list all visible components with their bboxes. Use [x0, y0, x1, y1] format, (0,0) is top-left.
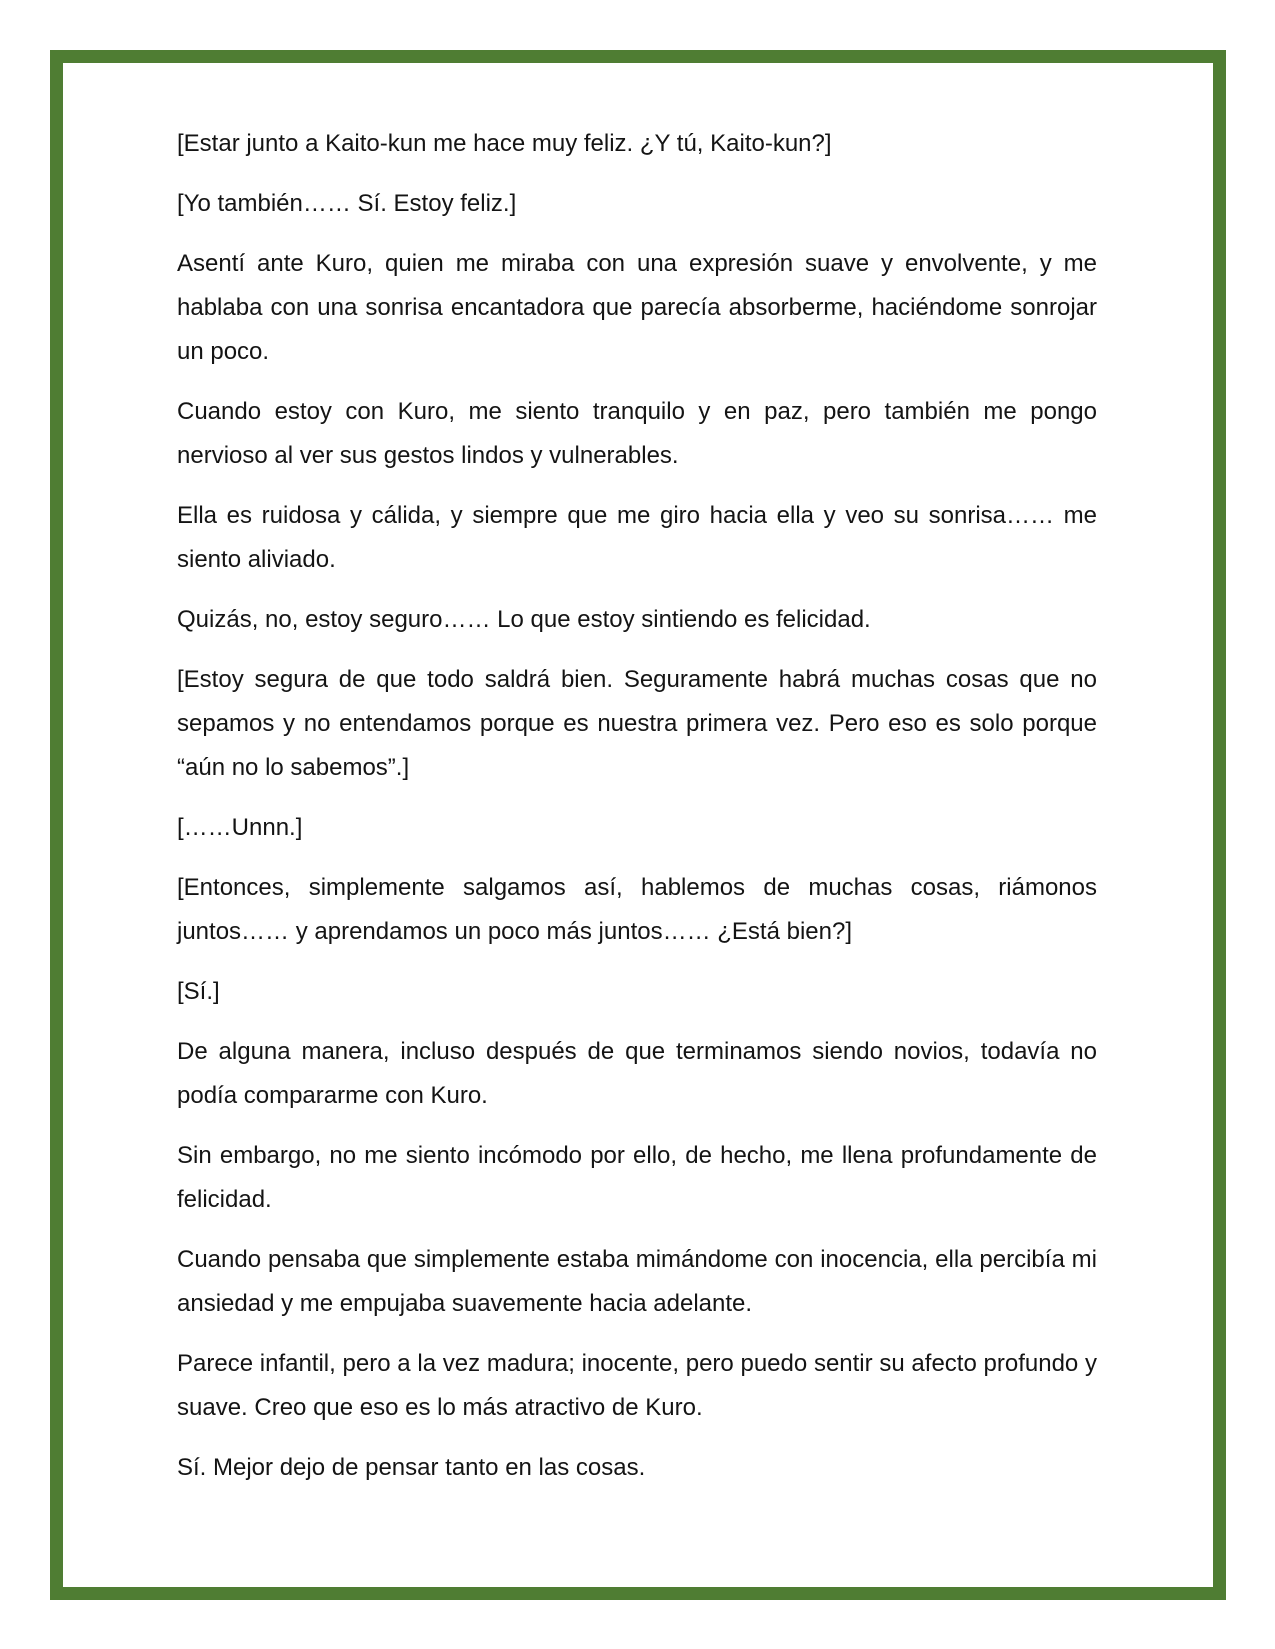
paragraph: Parece infantil, pero a la vez madura; inocente, pero puedo sentir su afecto profundo y suave. Creo que eso es lo más atractivo de Kuro. — [177, 1350, 1097, 1421]
paragraph: Asentí ante Kuro, quien me miraba con una expresión suave y envolvente, y me hablaba con una sonrisa encantadora que parecía absorberme, haciéndome sonrojar un poco. — [177, 250, 1097, 365]
paragraph: Ella es ruidosa y cálida, y siempre que me giro hacia ella y veo su sonrisa…… me siento aliviado. — [177, 502, 1097, 573]
paragraph: Cuando pensaba que simplemente estaba mimándome con inocencia, ella percibía mi ansiedad y me empujaba suavemente hacia adelante. — [177, 1246, 1097, 1317]
paragraph: [Yo también…… Sí. Estoy feliz.] — [177, 190, 517, 217]
paragraph: [Estoy segura de que todo saldrá bien. Seguramente habrá muchas cosas que no sepamos y no entendamos porque es nuestra primera vez. Pero eso es solo porque “aún no lo sabemos”.] — [177, 666, 1097, 781]
paragraph: Cuando estoy con Kuro, me siento tranquilo y en paz, pero también me pongo nervioso al ver sus gestos lindos y vulnerables. — [177, 398, 1097, 469]
paragraph: [Estar junto a Kaito-kun me hace muy feliz. ¿Y tú, Kaito-kun?] — [177, 130, 832, 157]
paragraph: [……Unnn.] — [177, 814, 303, 841]
paragraph: [Sí.] — [177, 978, 220, 1005]
paragraph: Sin embargo, no me siento incómodo por ello, de hecho, me llena profundamente de felicidad. — [177, 1142, 1097, 1213]
paragraph: De alguna manera, incluso después de que terminamos siendo novios, todavía no podía compararme con Kuro. — [177, 1038, 1097, 1109]
paragraph: Sí. Mejor dejo de pensar tanto en las cosas. — [177, 1454, 646, 1481]
paragraph: Quizás, no, estoy seguro…… Lo que estoy sintiendo es felicidad. — [177, 606, 871, 633]
document-body — [177, 122, 1097, 1506]
paragraph: [Entonces, simplemente salgamos así, hablemos de muchas cosas, riámonos juntos…… y aprendamos un poco más juntos…… ¿Está bien?] — [177, 874, 1097, 945]
